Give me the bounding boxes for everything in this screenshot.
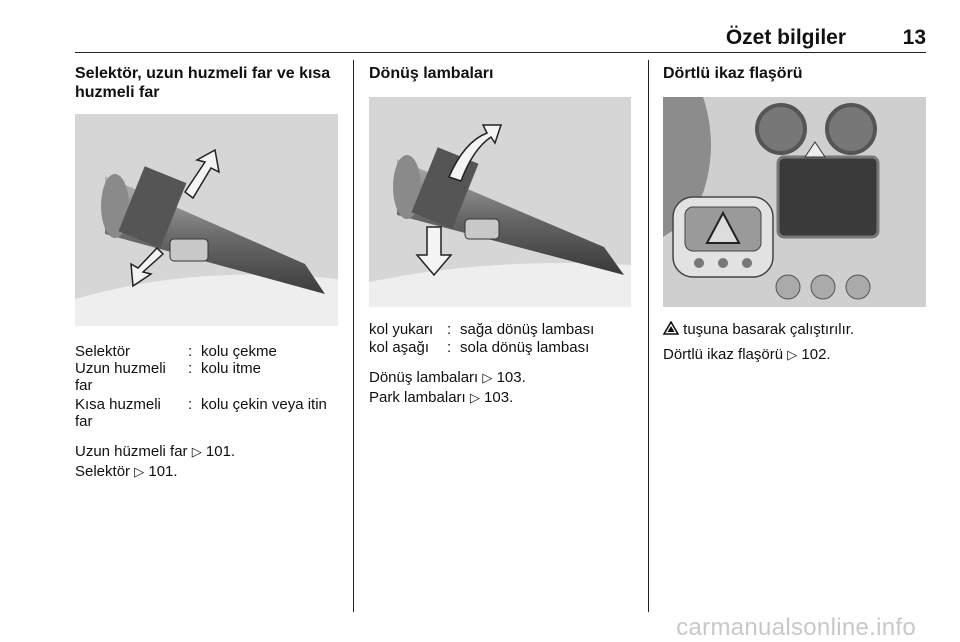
section-heading: Dörtlü ikaz flaşörü <box>663 65 803 82</box>
ref-arrow-icon: ▷ <box>469 390 480 405</box>
ref-selector[interactable]: Selektör ▷ 101. <box>75 463 178 480</box>
ref-arrow-icon: ▷ <box>134 464 145 479</box>
section-heading: Dönüş lambaları <box>369 65 494 82</box>
ref-arrow-icon: ▷ <box>191 444 202 459</box>
figure-turn-signal-lever <box>369 97 631 307</box>
figure-headlight-lever <box>75 114 338 326</box>
section-hazard-flasher <box>663 64 931 83</box>
ref-turn-signals[interactable]: Dönüş lambaları ▷ 103. <box>369 369 526 386</box>
def-row-lever-up: kol yukarı : sağa dönüş lambası <box>369 321 595 338</box>
def-row-high-beam: Uzun huzmeli far : kolu itme <box>75 360 262 394</box>
section-heading: Selektör, uzun huzmeli far ve kısa huzmeli far <box>75 65 331 101</box>
hazard-instruction: tuşuna basarak çalıştırılır. <box>663 321 854 339</box>
page-header <box>75 26 926 50</box>
ref-hazard-flasher[interactable]: Dörtlü ikaz flaşörü ▷ 102. <box>663 346 831 363</box>
ref-arrow-icon: ▷ <box>787 347 798 362</box>
page-title: Özet bilgiler <box>725 26 846 49</box>
header-rule <box>75 52 926 53</box>
page-number: 13 <box>902 26 926 49</box>
column-divider-1 <box>353 60 354 612</box>
watermark: carmanualsonline.info <box>676 614 916 641</box>
ref-arrow-icon: ▷ <box>482 370 493 385</box>
section-turn-signals <box>369 64 637 83</box>
figure-hazard-button <box>663 97 926 307</box>
ref-parking-lights[interactable]: Park lambaları ▷ 103. <box>369 389 514 406</box>
ref-high-beam[interactable]: Uzun hüzmeli far ▷ 101. <box>75 443 236 460</box>
def-row-selector: Selektör : kolu çekme <box>75 343 277 360</box>
def-row-low-beam: Kısa huzmeli far : kolu çekin veya itin <box>75 396 327 430</box>
def-row-lever-down: kol aşağı : sola dönüş lambası <box>369 339 590 356</box>
column-divider-2 <box>648 60 649 612</box>
section-headlight-selector <box>75 64 343 102</box>
hazard-triangle-icon <box>663 321 679 335</box>
